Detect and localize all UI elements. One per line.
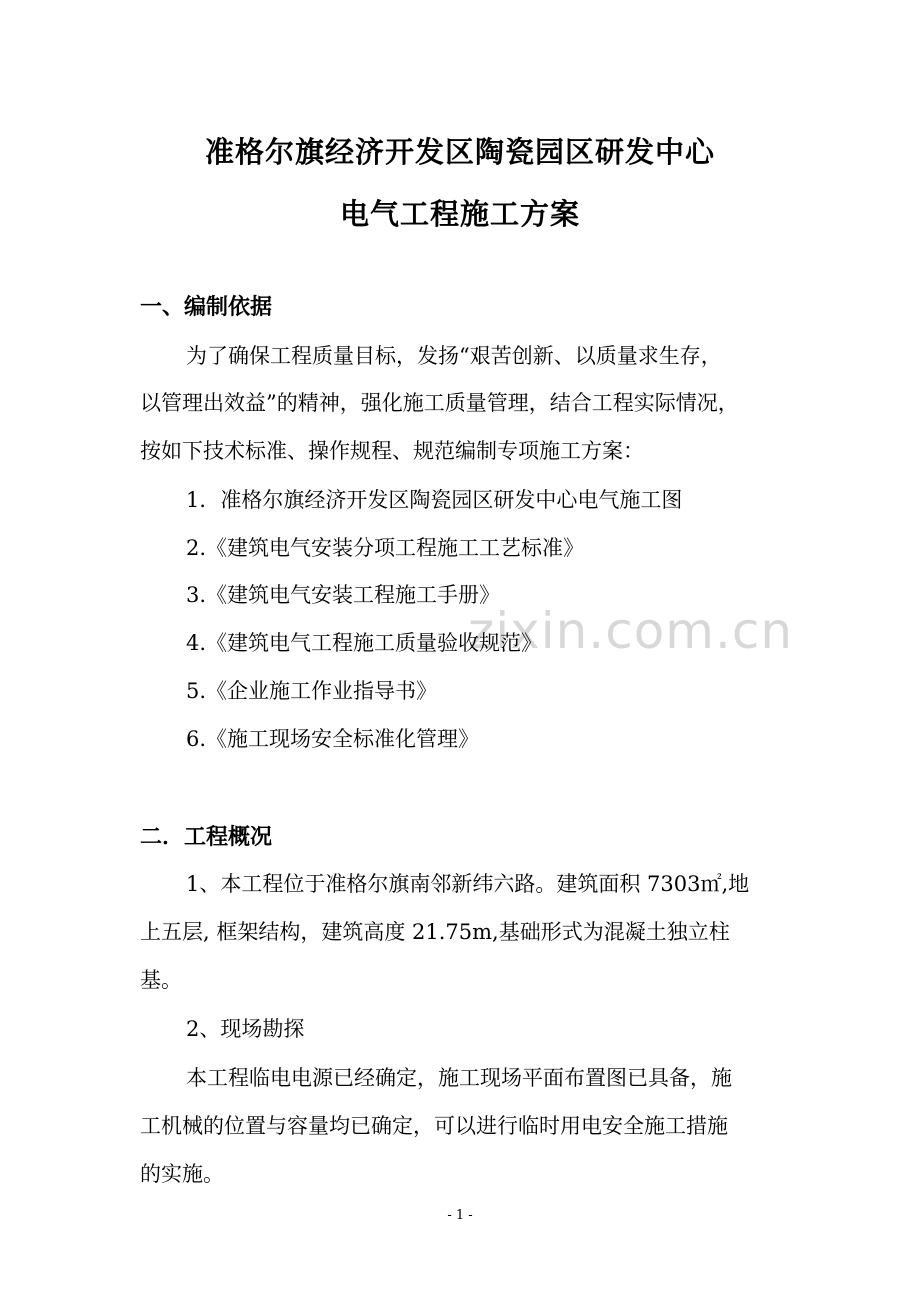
paragraph-line: 本工程临电电源已经确定，施工现场平面布置图已具备，施 — [186, 1066, 732, 1090]
section-2-heading: 二．工程概况 — [140, 825, 273, 850]
list-item: 1．准格尔旗经济开发区陶瓷园区研发中心电气施工图 — [186, 488, 683, 512]
list-item: 4.《建筑电气工程施工质量验收规范》 — [186, 631, 543, 655]
watermark: zixin.com.cn — [468, 602, 794, 660]
subheading: 2、现场勘探 — [186, 1017, 305, 1041]
paragraph-line: 上五层, 框架结构，建筑高度 21.75m,基础形式为混凝土独立柱 — [140, 920, 730, 944]
document-title-line-2: 电气工程施工方案 — [339, 197, 580, 231]
page-number: - 1 - — [447, 1208, 473, 1223]
list-item: 3.《建筑电气安装工程施工手册》 — [186, 583, 501, 607]
paragraph-line: 的实施。 — [140, 1162, 224, 1186]
list-item: 6.《施工现场安全标准化管理》 — [186, 727, 480, 751]
paragraph-line: 基。 — [140, 968, 182, 992]
list-item: 5.《企业施工作业指导书》 — [186, 679, 438, 703]
paragraph-line: 为了确保工程质量目标，发扬“艰苦创新、以质量求生存， — [186, 344, 722, 368]
paragraph-line: 按如下技术标准、操作规程、规范编制专项施工方案： — [140, 439, 644, 463]
paragraph-line: 工机械的位置与容量均已确定，可以进行临时用电安全施工措施 — [140, 1114, 728, 1138]
list-item: 2.《建筑电气安装分项工程施工工艺标准》 — [186, 536, 585, 560]
section-1-heading: 一、编制依据 — [140, 295, 273, 320]
paragraph-line: 1、本工程位于准格尔旗南邻新纬六路。建筑面积 7303㎡,地 — [186, 872, 750, 896]
document-title-line-1: 准格尔旗经济开发区陶瓷园区研发中心 — [204, 135, 715, 169]
paragraph-line: 以管理出效益”的精神，强化施工质量管理，结合工程实际情况， — [140, 391, 739, 415]
